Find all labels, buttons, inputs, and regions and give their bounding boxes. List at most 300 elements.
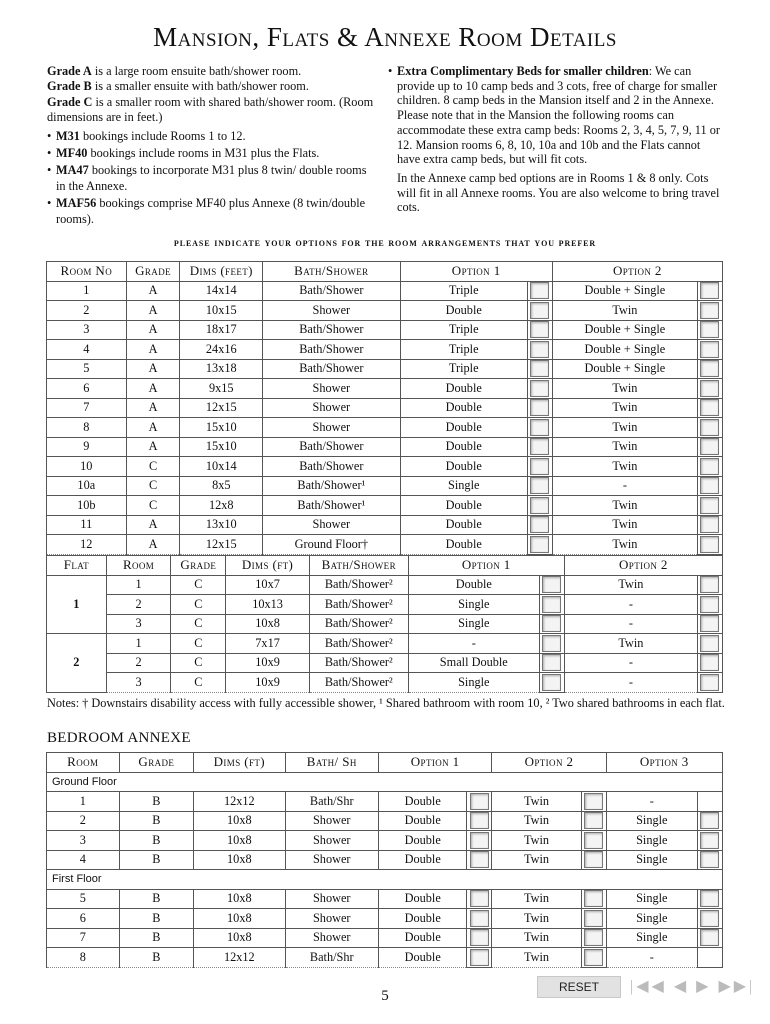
option-checkbox[interactable]	[700, 458, 719, 475]
room-bath: Bath/Shower	[263, 457, 401, 477]
table-row	[47, 301, 723, 321]
option-1-value: Double	[400, 515, 527, 535]
annexe-title: BEDROOM ANNEXE	[47, 730, 191, 746]
table-row	[47, 496, 723, 516]
option-3-value: -	[606, 792, 697, 812]
option-cell	[697, 575, 722, 595]
room-bath: Shower	[285, 909, 378, 929]
room-dims: 13x10	[180, 515, 263, 535]
option-2-value: -	[552, 476, 697, 496]
option-2-value: Twin	[492, 831, 581, 851]
option-cell	[697, 811, 722, 831]
option-checkbox[interactable]	[530, 419, 549, 436]
option-1-value: Single	[408, 614, 539, 634]
grade-b-text: Grade B is a smaller ensuite with bath/shower room.	[47, 79, 309, 94]
option-checkbox[interactable]	[700, 536, 719, 553]
column-header: Bath/Shower	[263, 262, 401, 282]
option-1-value: Double	[378, 909, 466, 929]
room-grade: B	[119, 889, 194, 909]
column-header: Room No	[47, 262, 127, 282]
option-checkbox[interactable]	[542, 576, 561, 593]
option-2-value: Twin	[492, 792, 581, 812]
option-checkbox[interactable]	[530, 438, 549, 455]
option-checkbox[interactable]	[700, 302, 719, 319]
room-bath: Shower	[263, 398, 401, 418]
booking-list	[47, 129, 377, 227]
option-cell	[539, 595, 564, 615]
option-2-value: Twin	[552, 496, 697, 516]
room-room: 4	[47, 340, 127, 360]
options-prompt: please indicate your options for the room arrangements that you prefer	[173, 237, 597, 249]
option-checkbox[interactable]	[700, 910, 719, 927]
room-room: 7	[47, 398, 127, 418]
option-cell	[697, 281, 722, 301]
option-checkbox[interactable]	[530, 516, 549, 533]
room-room: 1	[47, 792, 120, 812]
option-1-value: Double	[378, 792, 466, 812]
option-cell	[697, 379, 722, 399]
room-bath: Shower	[285, 928, 378, 948]
column-header: Option 2	[564, 556, 722, 576]
option-cell	[697, 850, 722, 870]
option-2-value: Twin	[552, 301, 697, 321]
option-checkbox[interactable]	[700, 282, 719, 299]
option-checkbox[interactable]	[530, 321, 549, 338]
room-room: 10	[47, 457, 127, 477]
room-dims: 12x15	[180, 535, 263, 555]
room-grade: C	[171, 614, 226, 634]
option-checkbox[interactable]	[700, 419, 719, 436]
room-grade: A	[126, 379, 180, 399]
option-cell	[697, 634, 722, 654]
option-1-value: Single	[408, 595, 539, 615]
option-2-value: Double + Single	[552, 359, 697, 379]
column-header: Dims (ft)	[226, 556, 310, 576]
room-bath: Bath/Shower¹	[263, 476, 401, 496]
room-room: 3	[47, 320, 127, 340]
next-page-icon[interactable]: ▶	[696, 978, 712, 995]
room-dims: 10x8	[194, 889, 285, 909]
room-grade: C	[126, 457, 180, 477]
option-checkbox[interactable]	[700, 635, 719, 652]
option-cell	[467, 909, 492, 929]
option-checkbox[interactable]	[584, 949, 603, 966]
option-checkbox[interactable]	[700, 851, 719, 868]
room-room: 6	[47, 379, 127, 399]
table-row	[47, 535, 723, 555]
option-cell	[527, 496, 552, 516]
option-checkbox[interactable]	[584, 929, 603, 946]
table-row	[47, 792, 723, 812]
option-checkbox[interactable]	[700, 497, 719, 514]
option-checkbox[interactable]	[470, 832, 489, 849]
room-bath: Bath/Shower	[263, 340, 401, 360]
option-cell	[581, 831, 606, 851]
option-cell	[527, 535, 552, 555]
table-row	[47, 379, 723, 399]
option-cell	[539, 614, 564, 634]
annexe-beds-text: In the Annexe camp bed options are in Rooms 1 & 8 only. Cots will fit in all Annexe rooms. You are also welcome to bring travel cots.	[397, 170, 720, 215]
room-room: 2	[47, 811, 120, 831]
option-2-value: -	[564, 614, 697, 634]
table-row	[47, 457, 723, 477]
room-room: 2	[47, 301, 127, 321]
option-cell	[697, 476, 722, 496]
list-item: • MF40 bookings include rooms in M31 plus the Flats.	[47, 146, 377, 161]
room-dims: 12x8	[180, 496, 263, 516]
option-2-value: Twin	[552, 418, 697, 438]
room-grade: C	[171, 595, 226, 615]
option-checkbox[interactable]	[530, 360, 549, 377]
column-header: Option 2	[552, 262, 722, 282]
flats-table	[46, 555, 723, 693]
room-dims: 10x8	[194, 909, 285, 929]
room-grade: C	[126, 476, 180, 496]
room-bath: Shower	[263, 418, 401, 438]
room-dims: 12x12	[194, 948, 285, 968]
option-2-value: Twin	[552, 379, 697, 399]
option-3-value: Single	[606, 831, 697, 851]
room-grade: A	[126, 281, 180, 301]
room-dims: 15x10	[180, 418, 263, 438]
room-bath: Bath/Shower²	[309, 575, 408, 595]
option-2-value: Twin	[552, 535, 697, 555]
room-room: 3	[106, 614, 171, 634]
option-cell	[527, 320, 552, 340]
option-2-value: Twin	[492, 850, 581, 870]
option-1-value: -	[408, 634, 539, 654]
room-bath: Bath/Shower	[263, 437, 401, 457]
option-checkbox[interactable]	[542, 654, 561, 671]
option-checkbox[interactable]	[542, 635, 561, 652]
option-cell	[467, 792, 492, 812]
option-checkbox[interactable]	[584, 851, 603, 868]
option-cell	[697, 515, 722, 535]
option-checkbox[interactable]	[530, 497, 549, 514]
option-cell	[539, 653, 564, 673]
option-1-value: Single	[408, 673, 539, 693]
option-checkbox[interactable]	[530, 282, 549, 299]
option-2-value: Twin	[492, 811, 581, 831]
room-room: 2	[106, 595, 171, 615]
room-room: 8	[47, 418, 127, 438]
option-checkbox[interactable]	[584, 910, 603, 927]
option-checkbox[interactable]	[470, 929, 489, 946]
option-cell	[467, 889, 492, 909]
table-row	[47, 340, 723, 360]
option-checkbox[interactable]	[542, 615, 561, 632]
option-cell	[697, 928, 722, 948]
option-cell	[697, 398, 722, 418]
option-cell	[581, 948, 606, 968]
option-checkbox[interactable]	[700, 812, 719, 829]
option-cell	[697, 653, 722, 673]
option-1-value: Triple	[400, 320, 527, 340]
table-row	[47, 634, 723, 654]
room-room: 5	[47, 889, 120, 909]
column-header: Bath/Shower	[309, 556, 408, 576]
option-cell	[527, 398, 552, 418]
room-bath: Shower	[285, 889, 378, 909]
room-dims: 24x16	[180, 340, 263, 360]
table-row	[47, 281, 723, 301]
option-checkbox[interactable]	[700, 929, 719, 946]
last-page-icon[interactable]: ▶▶|	[718, 978, 756, 995]
room-grade: B	[119, 928, 194, 948]
room-room: 3	[106, 673, 171, 693]
table-row	[47, 889, 723, 909]
option-checkbox[interactable]	[700, 438, 719, 455]
room-room: 8	[47, 948, 120, 968]
table-row	[47, 673, 723, 693]
option-checkbox[interactable]	[470, 949, 489, 966]
floor-row	[47, 870, 723, 890]
option-cell	[539, 634, 564, 654]
column-header: Flat	[47, 556, 107, 576]
first-page-icon[interactable]: |◀◀	[630, 978, 667, 995]
option-checkbox[interactable]	[584, 890, 603, 907]
option-1-value: Single	[400, 476, 527, 496]
flat-number: 1	[47, 575, 107, 634]
table-row	[47, 476, 723, 496]
option-2-value: Twin	[564, 634, 697, 654]
option-cell	[697, 673, 722, 693]
table-row	[47, 850, 723, 870]
room-room: 9	[47, 437, 127, 457]
room-dims: 12x12	[194, 792, 285, 812]
option-3-value: Single	[606, 889, 697, 909]
option-2-value: Twin	[492, 909, 581, 929]
column-header: Option 2	[492, 753, 606, 773]
option-checkbox[interactable]	[700, 832, 719, 849]
option-checkbox[interactable]	[530, 341, 549, 358]
room-room: 1	[106, 634, 171, 654]
option-checkbox[interactable]	[530, 399, 549, 416]
option-checkbox[interactable]	[700, 890, 719, 907]
room-grade: B	[119, 792, 194, 812]
option-1-value: Triple	[400, 359, 527, 379]
option-2-value: Twin	[564, 575, 697, 595]
room-bath: Bath/Shower²	[309, 634, 408, 654]
option-2-value: Double + Single	[552, 340, 697, 360]
option-cell	[467, 948, 492, 968]
option-2-value: Twin	[492, 928, 581, 948]
room-bath: Shower	[263, 515, 401, 535]
option-cell	[539, 575, 564, 595]
column-header: Room	[47, 753, 120, 773]
room-dims: 7x17	[226, 634, 310, 654]
table-row	[47, 909, 723, 929]
room-bath: Bath/Shower²	[309, 595, 408, 615]
notes: Notes: † Downstairs disability access with fully accessible shower, ¹ Shared bathroom with room 10, ² Two shared bathrooms in each flat.	[47, 696, 725, 710]
room-grade: A	[126, 340, 180, 360]
option-1-value: Double	[400, 418, 527, 438]
room-bath: Bath/Shr	[285, 792, 378, 812]
room-grade: B	[119, 831, 194, 851]
option-checkbox[interactable]	[700, 596, 719, 613]
room-dims: 10x15	[180, 301, 263, 321]
option-cell	[697, 418, 722, 438]
room-dims: 10x8	[194, 811, 285, 831]
option-cell	[581, 928, 606, 948]
table-row	[47, 515, 723, 535]
option-cell	[527, 340, 552, 360]
reset-button[interactable]: RESET	[537, 976, 621, 998]
option-cell	[697, 831, 722, 851]
table-row	[47, 320, 723, 340]
option-1-value: Double	[400, 457, 527, 477]
option-cell	[697, 437, 722, 457]
option-2-value: Twin	[552, 398, 697, 418]
option-cell	[697, 496, 722, 516]
table-row	[47, 948, 723, 968]
mansion-table	[46, 261, 723, 555]
room-bath: Shower	[285, 811, 378, 831]
option-cell	[697, 889, 722, 909]
room-bath: Shower	[263, 379, 401, 399]
option-checkbox[interactable]	[584, 793, 603, 810]
room-dims: 10x8	[194, 850, 285, 870]
option-2-value: Double + Single	[552, 320, 697, 340]
room-room: 4	[47, 850, 120, 870]
option-checkbox[interactable]	[700, 477, 719, 494]
room-dims: 10x14	[180, 457, 263, 477]
room-room: 1	[47, 281, 127, 301]
room-bath: Shower	[285, 850, 378, 870]
column-header: Room	[106, 556, 171, 576]
option-checkbox[interactable]	[530, 302, 549, 319]
option-cell	[467, 831, 492, 851]
option-checkbox[interactable]	[470, 793, 489, 810]
option-checkbox[interactable]	[470, 890, 489, 907]
option-checkbox[interactable]	[530, 458, 549, 475]
room-room: 11	[47, 515, 127, 535]
grade-c-text: Grade C is a smaller room with shared bath/shower room. (Room dimensions are in feet.)	[47, 94, 374, 125]
room-bath: Shower	[263, 301, 401, 321]
room-dims: 15x10	[180, 437, 263, 457]
room-grade: A	[126, 437, 180, 457]
option-checkbox[interactable]	[700, 654, 719, 671]
option-1-value: Double	[400, 535, 527, 555]
room-grade: C	[171, 634, 226, 654]
option-checkbox[interactable]	[530, 536, 549, 553]
option-1-value: Double	[378, 811, 466, 831]
room-bath: Ground Floor†	[263, 535, 401, 555]
table-row	[47, 831, 723, 851]
prev-page-icon[interactable]: ◀	[673, 978, 690, 995]
table-row	[47, 437, 723, 457]
floor-label: Ground Floor	[47, 772, 723, 792]
option-checkbox[interactable]	[700, 399, 719, 416]
table-row	[47, 595, 723, 615]
option-1-value: Small Double	[408, 653, 539, 673]
list-item: • MA47 bookings to incorporate M31 plus 8 twin/ double rooms in the Annexe.	[47, 163, 377, 194]
option-cell	[581, 909, 606, 929]
room-bath: Bath/Shower	[263, 281, 401, 301]
option-2-value: -	[564, 673, 697, 693]
room-grade: A	[126, 359, 180, 379]
option-checkbox[interactable]	[470, 851, 489, 868]
room-grade: A	[126, 301, 180, 321]
room-grade: C	[171, 653, 226, 673]
room-bath: Bath/Shower²	[309, 614, 408, 634]
option-checkbox[interactable]	[700, 516, 719, 533]
extra-beds-info	[388, 64, 723, 215]
option-1-value: Double	[400, 496, 527, 516]
table-row	[47, 575, 723, 595]
option-cell	[527, 301, 552, 321]
option-cell	[527, 359, 552, 379]
option-checkbox[interactable]	[700, 674, 719, 691]
option-cell	[697, 792, 722, 812]
room-room: 12	[47, 535, 127, 555]
option-cell	[697, 948, 722, 968]
option-checkbox[interactable]	[700, 615, 719, 632]
room-grade: C	[126, 496, 180, 516]
option-cell	[581, 811, 606, 831]
list-item: • MAF56 bookings comprise MF40 plus Annexe (8 twin/double rooms).	[47, 196, 377, 227]
option-1-value: Double	[378, 948, 466, 968]
room-bath: Bath/Shower²	[309, 673, 408, 693]
room-room: 10a	[47, 476, 127, 496]
option-1-value: Triple	[400, 281, 527, 301]
room-room: 10b	[47, 496, 127, 516]
option-checkbox[interactable]	[700, 341, 719, 358]
room-dims: 13x18	[180, 359, 263, 379]
room-dims: 10x7	[226, 575, 310, 595]
option-2-value: -	[564, 595, 697, 615]
column-header: Grade	[126, 262, 180, 282]
room-bath: Bath/Shower	[263, 359, 401, 379]
option-cell	[527, 437, 552, 457]
option-1-value: Double	[400, 301, 527, 321]
option-cell	[581, 889, 606, 909]
option-checkbox[interactable]	[530, 477, 549, 494]
room-dims: 10x8	[194, 928, 285, 948]
room-dims: 10x8	[194, 831, 285, 851]
room-bath: Bath/Shower²	[309, 653, 408, 673]
room-room: 2	[106, 653, 171, 673]
option-checkbox[interactable]	[700, 360, 719, 377]
page-title: Mansion, Flats & Annexe Room Details	[153, 22, 617, 52]
option-1-value: Double	[378, 889, 466, 909]
option-checkbox[interactable]	[584, 832, 603, 849]
room-dims: 18x17	[180, 320, 263, 340]
table-row	[47, 359, 723, 379]
option-cell	[527, 281, 552, 301]
floor-label: First Floor	[47, 870, 723, 890]
option-3-value: Single	[606, 850, 697, 870]
option-checkbox[interactable]	[700, 380, 719, 397]
room-room: 5	[47, 359, 127, 379]
page-navigation	[630, 976, 755, 996]
option-checkbox[interactable]	[470, 812, 489, 829]
option-checkbox[interactable]	[700, 321, 719, 338]
option-cell	[527, 457, 552, 477]
option-checkbox[interactable]	[700, 576, 719, 593]
option-cell	[527, 476, 552, 496]
option-checkbox[interactable]	[530, 380, 549, 397]
option-2-value: Double + Single	[552, 281, 697, 301]
option-1-value: Triple	[400, 340, 527, 360]
room-bath: Bath/Shower	[263, 320, 401, 340]
option-checkbox[interactable]	[470, 910, 489, 927]
option-cell	[697, 614, 722, 634]
option-checkbox[interactable]	[584, 812, 603, 829]
option-checkbox[interactable]	[542, 596, 561, 613]
table-row	[47, 811, 723, 831]
option-checkbox[interactable]	[542, 674, 561, 691]
